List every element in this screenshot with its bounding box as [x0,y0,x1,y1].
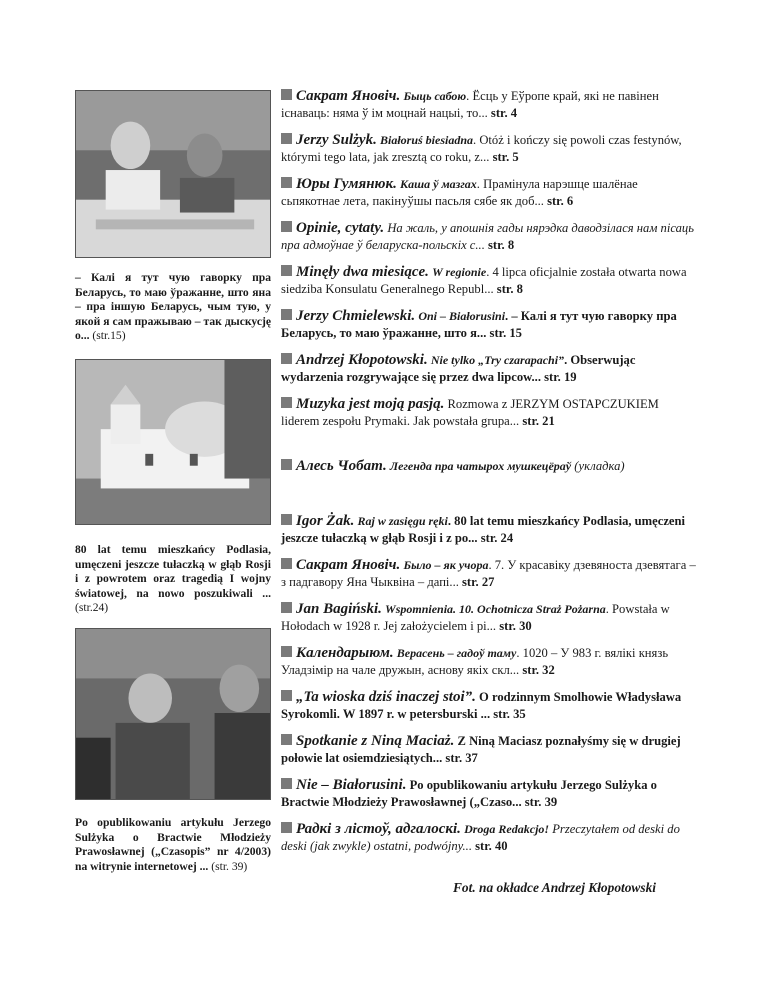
toc-entry[interactable]: Календарыюм. Верасень – гадоў таму. 1020 – У 983 г. вялікі князь Уладзімір на чале дружын, аснову якіх скл... str. 32 [281,645,669,677]
square-bullet-icon [281,778,292,789]
square-bullet-icon [281,133,292,144]
square-bullet-icon [281,89,292,100]
square-bullet-icon [281,459,292,470]
square-bullet-icon [281,558,292,569]
photo-young-men [75,628,271,800]
square-bullet-icon [281,734,292,745]
square-bullet-icon [281,177,292,188]
toc-entry[interactable]: Opinie, cytaty. На жаль, у апошнія гады нярэдка даводзілася нам пісаць пра адмоўнае ў беларуска-польскіх с... str. 8 [281,220,694,252]
square-bullet-icon [281,602,292,613]
toc-entry[interactable]: Jerzy Sulżyk. Białoruś biesiadna. Otóż i kończy się powoli czas festynów, którymi tego lata, jak zresztą co roku, z... str. 5 [281,132,682,164]
square-bullet-icon [281,822,292,833]
caption-3: Po opublikowaniu artykułu Jerzego Sulżyka o Bractwie Młodzieży Prawosławnej („Czasopis” nr 4/2003) na witrynie internetowej ... (str. 39) [75,816,271,873]
square-bullet-icon [281,353,292,364]
toc-entry[interactable]: Minęły dwa miesiące. W regionie. 4 lipca oficjalnie została otwarta nowa siedziba Konsulatu Generalnego Republ... str. 8 [281,264,687,296]
square-bullet-icon [281,309,292,320]
toc-entry[interactable]: „Ta wioska dziś inaczej stoi”. O rodzinnym Smolhowie Władysława Syrokomli. W 1897 r. w petersburski ... str. 35 [281,689,682,721]
caption-1: – Калі я тут чую гаворку пра Беларусь, то маю ўражанне, што яна – пра іншую Беларусь, чым тую, у якой я сам пражываю – так дыскусję о... (str.15) [75,271,271,343]
caption-2: 80 lat temu mieszkańcy Podlasia, umęczeni jeszcze tułaczką w głąb Rosji i z powrotem oraz tragedią I wojny światowej, na nowo poszukiwali ... (str.24) [75,543,271,615]
square-bullet-icon [281,221,292,232]
toc-entry[interactable]: Сакрат Яновіч. Быць сабою. Ёсць у Еўропе край, які не павінен існаваць: няма ў ім моцнай нацыі, то... str. 4 [281,88,659,120]
toc-entry[interactable]: Сакрат Яновіч. Было – як учора. 7. У красавіку дзевяноста дзевятага – з падгавору Яна Чыквіна – дапі... str. 27 [281,557,696,589]
toc-entry[interactable]: Радкі з лістоў, адгалоскі. Droga Redakcjo! Przeczytałem od deski do deski (jak zwykle) ostatni, podwójny... str. 40 [281,821,680,853]
square-bullet-icon [281,690,292,701]
square-bullet-icon [281,397,292,408]
photo-church [75,359,271,525]
toc-entry[interactable]: Jerzy Chmielewski. Oni – Białorusini. – Калі я тут чую гаворку пра Беларусь, то маю ўражанне, што я... str. 15 [281,308,677,340]
toc-entry[interactable]: Muzyka jest moją pasją. Rozmowa z JERZYM OSTAPCZUKIEM liderem zespołu Prymaki. Jak powstała grupa... str. 21 [281,396,659,428]
toc-entry[interactable]: Spotkanie z Niną Maciaż. Z Niną Maciasz poznałyśmy się w drugiej połowie lat osiemdziesiątych... str. 37 [281,733,681,765]
square-bullet-icon [281,514,292,525]
toc-entry[interactable]: Юры Гумянюк. Каша ў мазгах. Прамінула нарэшце шалёнае сьпякотнае лета, пакінуўшы пасьля сябе як доб... str. 6 [281,176,638,208]
toc-entry[interactable]: Nie – Białorusini. Po opublikowaniu artykułu Jerzego Sulżyka o Bractwie Młodzieży Prawosławnej („Czaso... str. 39 [281,777,657,809]
toc-entry[interactable]: Andrzej Kłopotowski. Nie tylko „Try czarapachi”. Obserwując wydarzenia rozgrywające się przez dwa lipcow... str. 19 [281,352,636,384]
square-bullet-icon [281,646,292,657]
toc-entry[interactable]: Igor Żak. Raj w zasięgu ręki. 80 lat temu mieszkańcy Podlasia, umęczeni jeszcze tułaczką w głąb Rosji i z po... str. 24 [281,513,686,545]
square-bullet-icon [281,265,292,276]
photo-men-at-table [75,90,271,258]
toc-entry[interactable]: Jan Bagiński. Wspomnienia. 10. Ochotnicza Straż Pożarna. Powstała w Hołodach w 1928 r. Jej założycielem i pi... str. 30 [281,601,670,633]
cover-photo-credit: Fot. na okładce Andrzej Kłopotowski [453,880,656,895]
toc-entry[interactable]: Алесь Чобат. Легенда пра чатырох мушкецёраў (укладка) [281,458,697,475]
